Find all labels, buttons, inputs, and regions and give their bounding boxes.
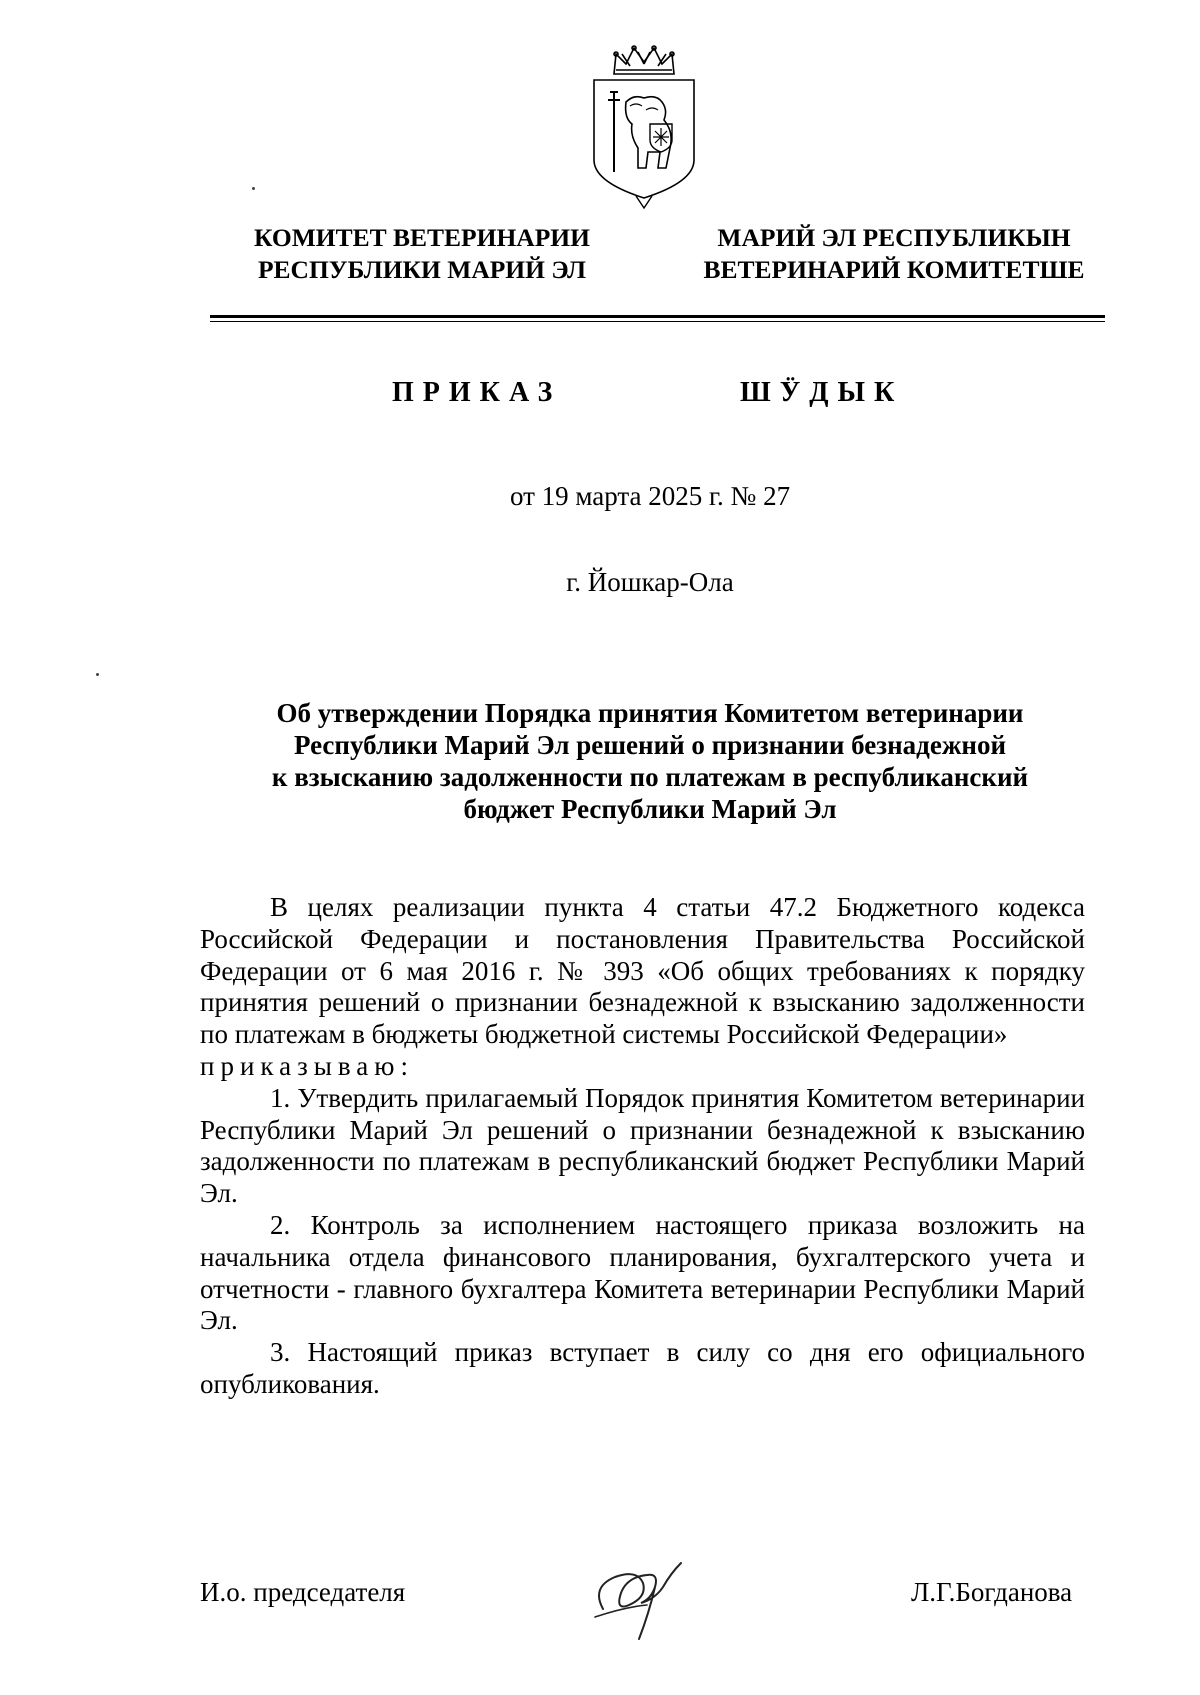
subject-line: Об утверждении Порядка принятия Комитетом ветеринарии — [276, 698, 1024, 728]
org-name-ru-line2: РЕСПУБЛИКИ МАРИЙ ЭЛ — [257, 255, 587, 284]
doc-date-number: от 19 марта 2025 г. № 27 — [509, 481, 791, 511]
coat-of-arms-icon — [586, 40, 702, 210]
handwritten-signature-icon — [585, 1547, 695, 1647]
body-item-2: 2. Контроль за исполнением настоящего приказа возложить на начальника отдела финансового планирования, бухгалтерского учета и отчетности - главного бухгалтера Комитета ветеринарии Республики Марий Эл. — [200, 1209, 1085, 1336]
doc-type-ru: ПРИКАЗ — [392, 377, 562, 408]
signatory-position: И.о. председателя — [200, 1577, 406, 1607]
scan-speck — [252, 187, 255, 190]
body-order-word: приказываю: — [200, 1050, 414, 1081]
org-name-mari — [684, 222, 1104, 286]
subject-line: к взысканию задолженности по платежам в республиканский — [271, 762, 1029, 792]
body-item-1: 1. Утвердить прилагаемый Порядок принятия Комитетом ветеринарии Республики Марий Эл решений о признании безнадежной к взысканию задолженности по платежам в республиканский бюджет Республики Марий Эл. — [200, 1082, 1085, 1209]
subject-line: бюджет Республики Марий Эл — [463, 794, 837, 824]
org-name-mari-line1: МАРИЙ ЭЛ РЕСПУБЛИКЫН — [717, 223, 1071, 252]
signatory-name: Л.Г.Богданова — [911, 1577, 1073, 1607]
body-intro: В целях реализации пункта 4 статьи 47.2 Бюджетного кодекса Российской Федерации и постановления Правительства Российской Федерации от 6 мая 2016 г. № 393 «Об общих требованиях к порядку принятия решений о признании безнадежной к взысканию задолженности по платежам в бюджеты бюджетной системы Российской Федерации» — [200, 892, 1085, 1050]
subject-line: Республики Марий Эл решений о признании безнадежной — [293, 730, 1007, 760]
org-name-ru-line1: КОМИТЕТ ВЕТЕРИНАРИИ — [254, 223, 590, 252]
doc-body — [200, 892, 1085, 1401]
header-divider-thin — [210, 321, 1105, 322]
scan-speck — [96, 673, 99, 676]
header-divider-thick — [210, 315, 1105, 318]
org-name-ru — [232, 222, 612, 286]
doc-subject — [200, 697, 1100, 825]
doc-type-mari: ШӰДЫК — [740, 377, 904, 408]
doc-city: г. Йошкар-Ола — [566, 567, 734, 597]
body-item-3: 3. Настоящий приказ вступает в силу со дня его официального опубликования. — [200, 1337, 1085, 1399]
org-name-mari-line2: ВЕТЕРИНАРИЙ КОМИТЕТШЕ — [703, 255, 1085, 284]
